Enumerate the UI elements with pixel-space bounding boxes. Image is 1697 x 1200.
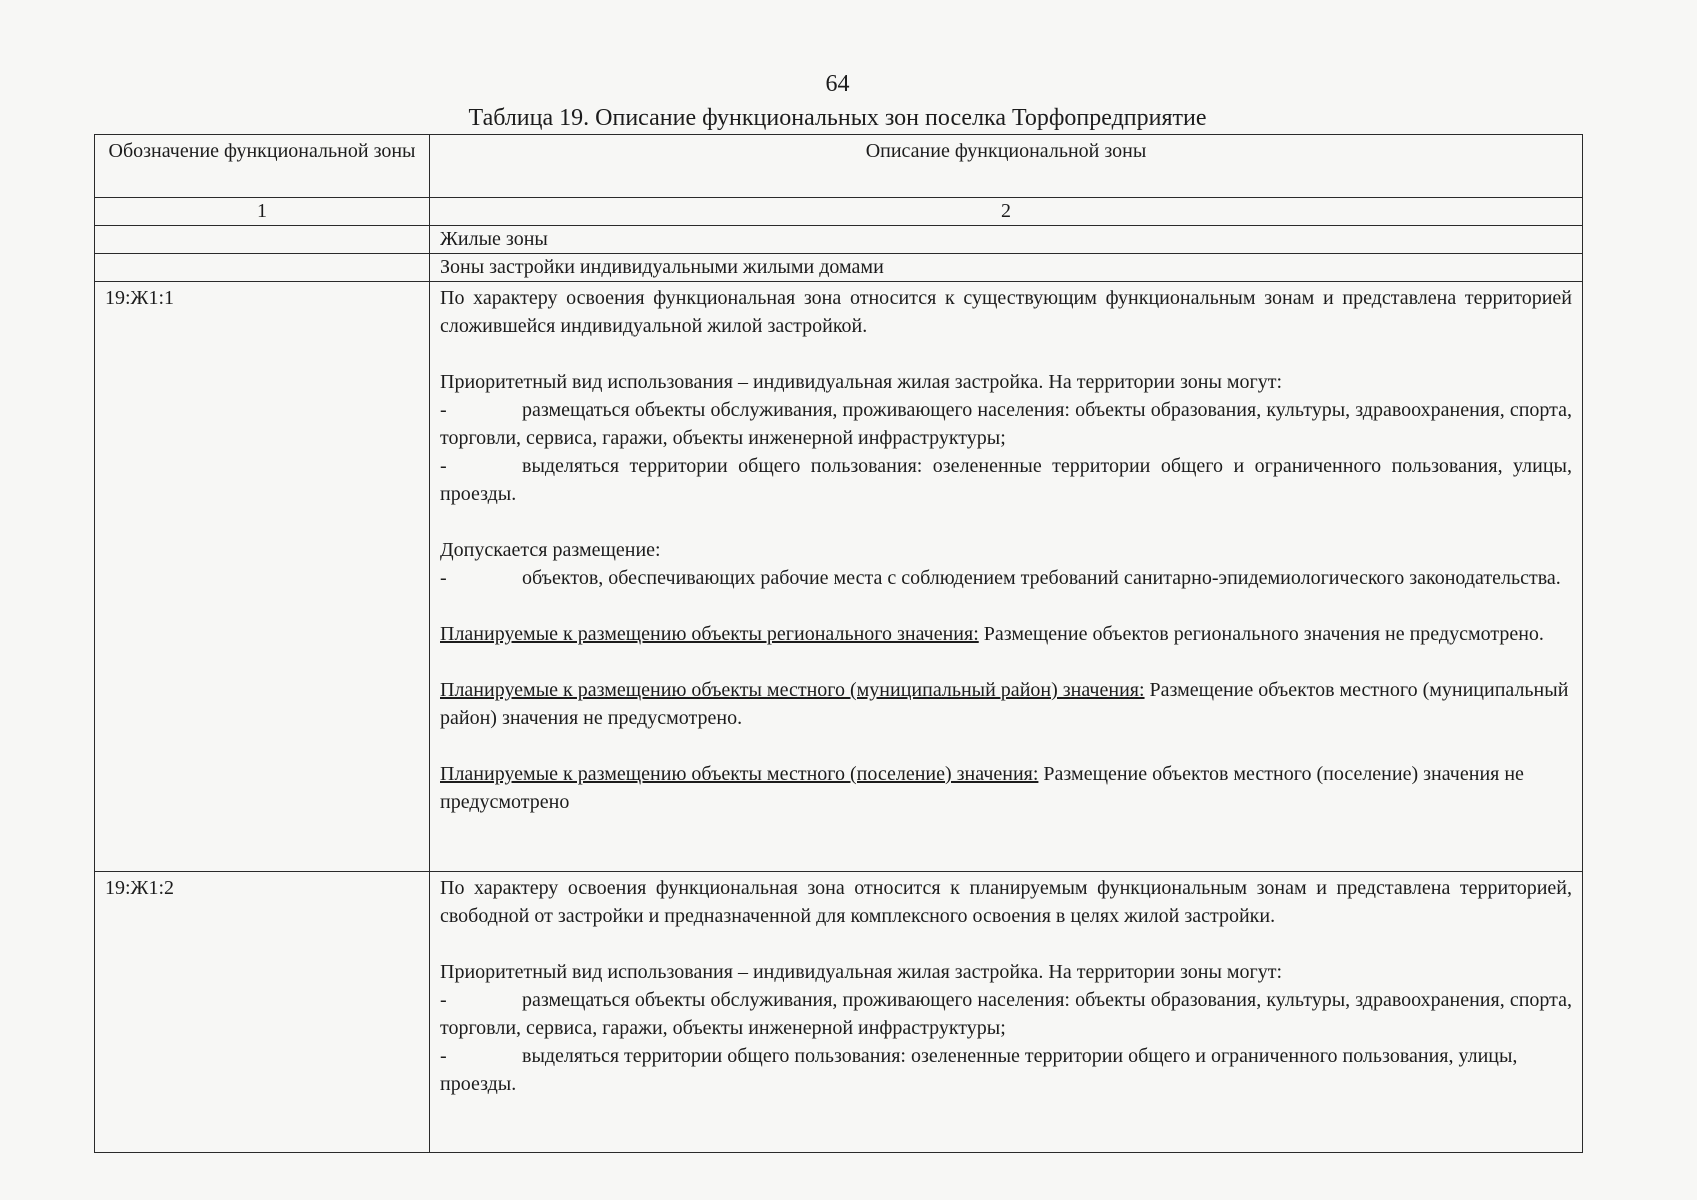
subgroup-empty-cell — [95, 254, 430, 282]
page-number: 64 — [825, 71, 850, 97]
subgroup-label: Зоны застройки индивидуальными жилыми домами — [430, 254, 1583, 282]
list-item: - объектов, обеспечивающих рабочие места с соблюдением требований санитарно-эпидемиологического законодательства. — [440, 564, 1572, 592]
subgroup-row-individual-housing — [95, 254, 1583, 282]
column-number-2: 2 — [430, 198, 1583, 226]
table-row — [95, 872, 1583, 1153]
zone-description — [430, 282, 1583, 872]
column-number-row — [95, 198, 1583, 226]
regional-objects-label: Планируемые к размещению объекты регионального значения: — [440, 623, 979, 645]
group-label: Жилые зоны — [430, 226, 1583, 254]
settlement-objects: Планируемые к размещению объекты местного (поселение) значения: Размещение объектов местного (поселение) значения не предусмотрено — [440, 763, 1524, 813]
table-title: Таблица 19. Описание функциональных зон поселка Торфопредприятие — [468, 105, 1207, 131]
column-number-1: 1 — [95, 198, 430, 226]
zones-table — [94, 134, 1583, 1153]
zone-priority: Приоритетный вид использования – индивидуальная жилая застройка. На территории зоны могут: — [440, 961, 1283, 983]
list-item: - размещаться объекты обслуживания, проживающего населения: объекты образования, культуры, здравоохранения, спорта, торговли, сервиса, гаражи, объекты инженерной инфраструктуры; — [440, 396, 1572, 452]
regional-objects: Планируемые к размещению объекты регионального значения: Размещение объектов регионального значения не предусмотрено. — [440, 623, 1544, 645]
bullet-marker: - — [440, 989, 447, 1011]
zone-code: 19:Ж1:1 — [95, 282, 430, 872]
group-row-residential — [95, 226, 1583, 254]
settlement-objects-label: Планируемые к размещению объекты местного (поселение) значения: — [440, 763, 1039, 785]
group-empty-cell — [95, 226, 430, 254]
header-zone-description: Описание функциональной зоны — [430, 135, 1583, 198]
bullet-marker: - — [440, 567, 447, 589]
zone-description — [430, 872, 1583, 1153]
district-objects: Планируемые к размещению объекты местного (муниципальный район) значения: Размещение объектов местного (муниципальный район) значения не предусмотрено. — [440, 679, 1569, 729]
zone-code: 19:Ж1:2 — [95, 872, 430, 1153]
allowed-title: Допускается размещение: — [440, 539, 661, 561]
header-row — [95, 135, 1583, 198]
bullet-marker: - — [440, 1045, 447, 1067]
list-item: - выделяться территории общего пользования: озелененные территории общего и ограниченного пользования, улицы, проезды. — [440, 452, 1572, 508]
list-item: - выделяться территории общего пользования: озелененные территории общего и ограниченного пользования, улицы, проезды. — [440, 1042, 1572, 1098]
zone-intro: По характеру освоения функциональная зона относится к планируемым функциональным зонам и представлена территорией, свободной от застройки и предназначенной для комплексного освоения в целях жилой застройки. — [440, 877, 1572, 927]
bullet-marker: - — [440, 455, 447, 477]
zone-priority: Приоритетный вид использования – индивидуальная жилая застройка. На территории зоны могут: — [440, 371, 1283, 393]
district-objects-label: Планируемые к размещению объекты местного (муниципальный район) значения: — [440, 679, 1145, 701]
bullet-marker: - — [440, 399, 447, 421]
table-row — [95, 282, 1583, 872]
header-zone-code: Обозначение функциональной зоны — [95, 135, 430, 198]
zone-intro: По характеру освоения функциональная зона относится к существующим функциональным зонам и представлена территорией сложившейся индивидуальной жилой застройкой. — [440, 287, 1572, 337]
list-item: - размещаться объекты обслуживания, проживающего населения: объекты образования, культуры, здравоохранения, спорта, торговли, сервиса, гаражи, объекты инженерной инфраструктуры; — [440, 986, 1572, 1042]
